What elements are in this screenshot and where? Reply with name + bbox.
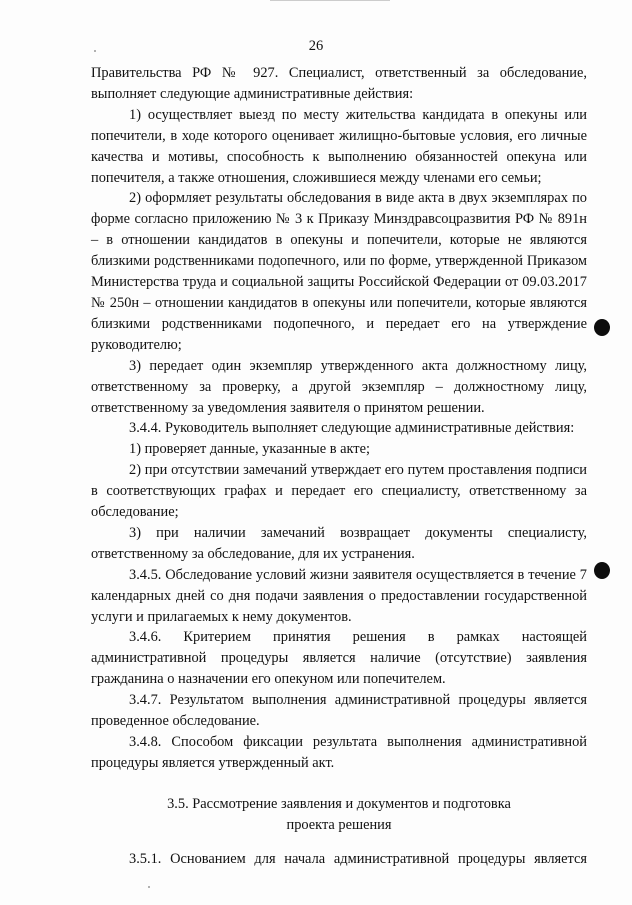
paragraph: 3.4.8. Способом фиксации результата выполнения административной процедуры является утвержденный акт. bbox=[91, 734, 587, 771]
paragraph: 3.4.5. Обследование условий жизни заявителя осуществляется в течение 7 календарных дней со дня подачи заявления о предоставлении государственной услуги и прилагаемых к нему документов. bbox=[91, 566, 587, 625]
punch-hole bbox=[594, 319, 610, 336]
section-heading bbox=[91, 794, 587, 836]
paragraph: Правительства РФ № 927. Специалист, ответственный за обследование, выполняет следующие административные действия: bbox=[91, 65, 587, 102]
paragraph: 2) оформляет результаты обследования в виде акта в двух экземплярах по форме согласно приложению № 3 к Приказу Минздравсоцразвития РФ № 891н – в отношении кандидатов в опекуны и попечители, которые не являются близкими родственниками подопечного, или по форме, утвержденной Приказом Министерства труда и социальной защиты Российской Федерации от 09.03.2017 № 250н – отношении кандидатов в опекуны или попечители, которые являются близкими родственниками подопечного, и передает его на утверждение руководителю; bbox=[91, 190, 587, 353]
scan-edge-line bbox=[270, 0, 390, 1]
document-body bbox=[91, 63, 587, 870]
paragraph: 1) осуществляет выезд по месту жительства кандидата в опекуны или попечители, в ходе которого оценивает жилищно-бытовые условия, его личные качества и мотивы, способность к выполнению обязанностей опекуна или попечителя, а также отношения, сложившиеся между членами его семьи; bbox=[91, 106, 587, 186]
paragraph: 3) передает один экземпляр утвержденного акта должностному лицу, ответственному за проверку, а другой экземпляр – должностному лицу, ответственному за уведомления заявителя о принятом решении. bbox=[91, 357, 587, 416]
punch-hole bbox=[594, 562, 610, 579]
section-heading-line: 3.5. Рассмотрение заявления и документов и подготовка bbox=[167, 795, 511, 812]
paragraph: 3) при наличии замечаний возвращает документы специалисту, ответственному за обследование, для их устранения. bbox=[91, 524, 587, 562]
paragraph: 3.4.6. Критерием принятия решения в рамках настоящей административной процедуры является наличие (отсутствие) заявления гражданина о назначении его опекуном или попечителем. bbox=[91, 629, 587, 688]
section-heading-line: проекта решения bbox=[286, 816, 392, 833]
paragraph: 1) проверяет данные, указанные в акте; bbox=[129, 441, 370, 458]
page-number: 26 bbox=[308, 38, 324, 54]
scan-speck bbox=[148, 886, 150, 888]
paragraph: 2) при отсутствии замечаний утверждает его путем проставления подписи в соответствующих графах и передает его специалисту, ответственному за обследование; bbox=[91, 462, 587, 521]
paragraph: 3.5.1. Основанием для начала административной процедуры является bbox=[129, 850, 587, 867]
scan-speck bbox=[94, 50, 96, 52]
paragraph: 3.4.7. Результатом выполнения административной процедуры является проведенное обследование. bbox=[91, 692, 587, 730]
paragraph: 3.4.4. Руководитель выполняет следующие административные действия: bbox=[129, 420, 575, 437]
